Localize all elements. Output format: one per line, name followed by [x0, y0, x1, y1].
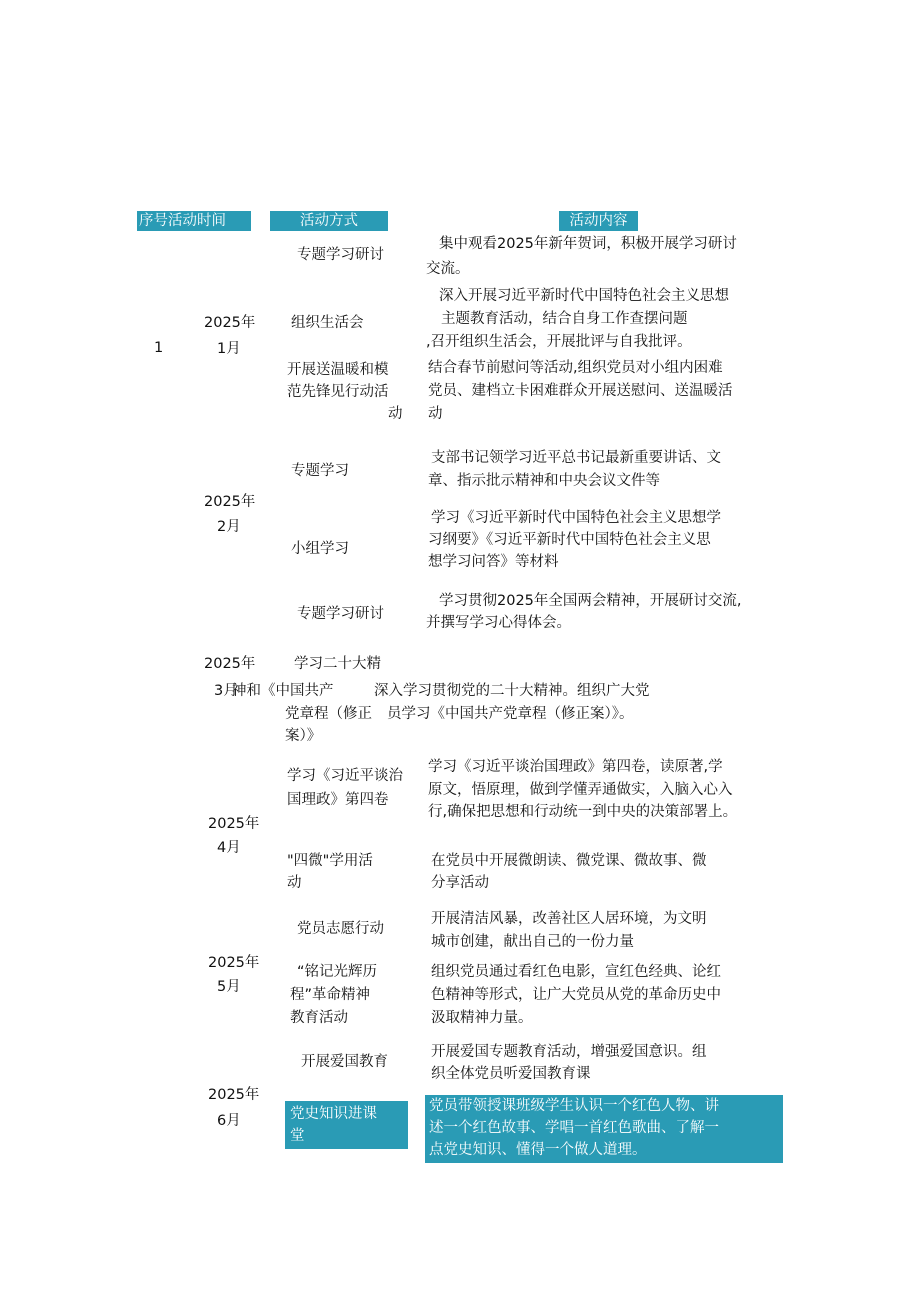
row-method: 党员志愿行动 [297, 921, 384, 937]
row-content: 学习贯彻2025年全国两会精神，开展研讨交流, [439, 593, 742, 609]
month-jan-year: 2025年 [204, 315, 256, 331]
row-method: 党章程（修正 [285, 706, 372, 722]
month-jun: 6月 [217, 1113, 241, 1129]
header-content: 活动内容 [559, 211, 638, 231]
row-method: 国理政》第四卷 [287, 792, 389, 808]
row-content: 学习《习近平新时代中国特色社会主义思想学 [431, 510, 721, 526]
row-method: 开展送温暖和模 [287, 362, 389, 378]
row-content: 员学习《中国共产党章程（修正案）》。 [387, 706, 634, 722]
header-seq-time: 序号活动时间 [137, 211, 251, 231]
seq-number: 1 [154, 340, 164, 356]
row-content: 并撰写学习心得体会。 [426, 615, 571, 631]
row-content: 动 [428, 406, 443, 422]
row-method: 程”革命精神 [290, 987, 371, 1003]
row-content: 点党史知识、懂得一个做人道理。 [429, 1142, 647, 1158]
row-content: 深入开展习近平新时代中国特色社会主义思想 [439, 288, 729, 304]
row-method: 神和《中国共产 [232, 683, 334, 699]
row-method: 专题学习 [291, 463, 349, 479]
row-method: "四微"学用活 [287, 853, 373, 869]
row-content: 织全体党员听爱国教育课 [431, 1066, 591, 1082]
row-content: 想学习问答》等材料 [428, 554, 559, 570]
month-mar: 3月 [214, 683, 238, 699]
row-method: 专题学习研讨 [297, 606, 384, 622]
row-method: 党史知识进课 [290, 1106, 377, 1122]
row-method: 专题学习研讨 [297, 247, 384, 263]
row-content: 党员、建档立卡困难群众开展送慰问、送温暖活 [428, 383, 733, 399]
row-content: 原文，悟原理，做到学懂弄通做实，入脑入心入 [428, 782, 733, 798]
row-content: 章、指示批示精神和中央会议文件等 [428, 473, 660, 489]
row-method: 教育活动 [290, 1010, 348, 1026]
month-jan: 1月 [217, 341, 241, 357]
row-content: 分享活动 [431, 875, 489, 891]
row-content: 深入学习贯彻党的二十大精神。组织广大党 [374, 683, 650, 699]
row-content: 行,确保把思想和行动统一到中央的决策部署上。 [428, 804, 738, 820]
row-method: “铭记光辉历 [297, 964, 378, 980]
month-feb: 2月 [217, 519, 241, 535]
row-method: 开展爱国教育 [301, 1054, 388, 1070]
month-may: 5月 [217, 979, 241, 995]
header-method: 活动方式 [270, 211, 388, 231]
month-feb-year: 2025年 [204, 494, 256, 510]
row-content: 交流。 [426, 261, 470, 277]
month-may-year: 2025年 [208, 955, 260, 971]
row-content: 结合春节前慰问等活动,组织党员对小组内困难 [428, 360, 723, 376]
row-content: 学习《习近平谈治国理政》第四卷，读原著,学 [428, 759, 723, 775]
row-content: 色精神等形式，让广大党员从党的革命历史中 [431, 987, 721, 1003]
row-content: 集中观看2025年新年贺词，积极开展学习研讨 [439, 236, 737, 252]
row-content: 开展清洁风暴，改善社区人居环境，为文明 [431, 911, 707, 927]
row-method: 学习二十大精 [294, 656, 381, 672]
row-method: 动 [287, 875, 302, 891]
row-method: 动 [388, 406, 403, 422]
month-apr: 4月 [217, 840, 241, 856]
row-method: 范先锋见行动活 [287, 384, 389, 400]
row-content: 在党员中开展微朗读、微党课、微故事、微 [431, 853, 707, 869]
row-content: 城市创建，献出自己的一份力量 [431, 934, 634, 950]
month-jun-year: 2025年 [208, 1087, 260, 1103]
row-method: 案）》 [285, 728, 322, 744]
row-method: 堂 [290, 1128, 305, 1144]
row-method: 小组学习 [291, 541, 349, 557]
row-content: 组织党员通过看红色电影，宣红色经典、论红 [431, 964, 721, 980]
row-content: 述一个红色故事、学唱一首红色歌曲、了解一 [429, 1120, 719, 1136]
row-method: 组织生活会 [291, 315, 364, 331]
row-content: ,召开组织生活会，开展批评与自我批评。 [426, 334, 692, 350]
row-content: 汲取精神力量。 [431, 1010, 533, 1026]
row-content: 习纲要》《习近平新时代中国特色社会主义思 [428, 532, 711, 548]
month-apr-year: 2025年 [208, 816, 260, 832]
row-content: 支部书记领学习近平总书记最新重要讲话、文 [431, 450, 721, 466]
row-method: 学习《习近平谈治 [287, 768, 403, 784]
row-content: 开展爱国专题教育活动，增强爱国意识。组 [431, 1044, 707, 1060]
row-content: 主题教育活动，结合自身工作查摆问题 [441, 311, 688, 327]
row-content: 党员带领授课班级学生认识一个红色人物、讲 [429, 1098, 719, 1114]
month-mar-year: 2025年 [204, 656, 256, 672]
